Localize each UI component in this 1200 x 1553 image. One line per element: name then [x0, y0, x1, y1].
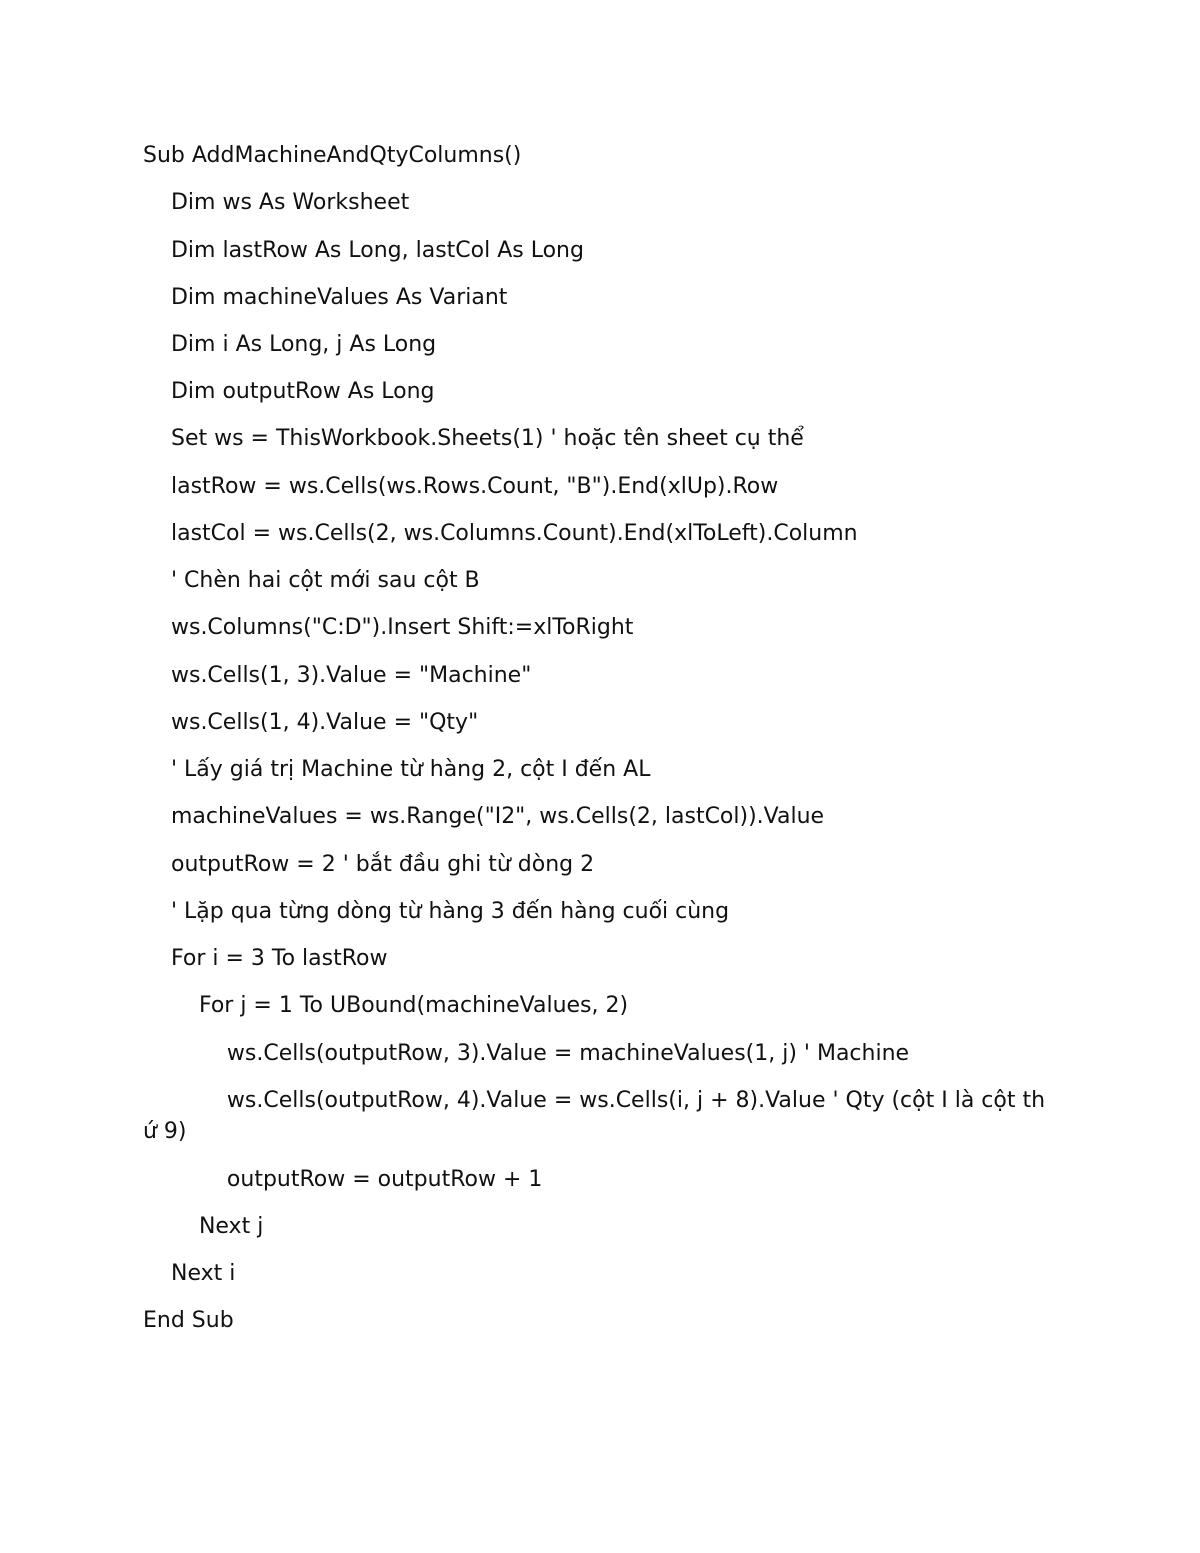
code-line-comment-loop: ' Lặp qua từng dòng từ hàng 3 đến hàng cuối cùng	[143, 899, 730, 924]
code-line-assign-qty: ws.Cells(outputRow, 4).Value = ws.Cells(i, j + 8).Value ' Qty (cột I là cột thứ 9)	[143, 1088, 1046, 1144]
code-line-dim-ws: Dim ws As Worksheet	[143, 190, 410, 215]
code-line-lastcol: lastCol = ws.Cells(2, ws.Columns.Count).End(xlToLeft).Column	[143, 521, 858, 546]
code-line-insert-columns: ws.Columns("C:D").Insert Shift:=xlToRight	[143, 615, 634, 640]
code-line-sub-declaration: Sub AddMachineAndQtyColumns()	[143, 143, 522, 168]
code-line-comment-machine: ' Lấy giá trị Machine từ hàng 2, cột I đến AL	[143, 757, 651, 782]
code-line-machinevalues: machineValues = ws.Range("I2", ws.Cells(2, lastCol)).Value	[143, 804, 825, 829]
code-line-header-qty: ws.Cells(1, 4).Value = "Qty"	[143, 710, 479, 735]
code-line-dim-i-j: Dim i As Long, j As Long	[143, 332, 437, 357]
code-line-lastrow: lastRow = ws.Cells(ws.Rows.Count, "B").End(xlUp).Row	[143, 474, 779, 499]
code-line-next-j: Next j	[143, 1214, 264, 1239]
code-line-increment: outputRow = outputRow + 1	[143, 1167, 543, 1192]
code-line-set-ws: Set ws = ThisWorkbook.Sheets(1) ' hoặc tên sheet cụ thể	[143, 426, 804, 451]
code-line-dim-lastrow: Dim lastRow As Long, lastCol As Long	[143, 238, 584, 263]
code-line-for-j: For j = 1 To UBound(machineValues, 2)	[143, 993, 629, 1018]
code-line-dim-outputrow: Dim outputRow As Long	[143, 379, 435, 404]
code-line-header-machine: ws.Cells(1, 3).Value = "Machine"	[143, 663, 532, 688]
code-line-assign-machine: ws.Cells(outputRow, 3).Value = machineValues(1, j) ' Machine	[143, 1041, 910, 1066]
code-line-comment-insert: ' Chèn hai cột mới sau cột B	[143, 568, 480, 593]
code-line-dim-machinevalues: Dim machineValues As Variant	[143, 285, 508, 310]
code-line-next-i: Next i	[143, 1261, 236, 1286]
code-line-outputrow-init: outputRow = 2 ' bắt đầu ghi từ dòng 2	[143, 852, 595, 877]
code-line-end-sub: End Sub	[143, 1308, 234, 1333]
code-line-for-i: For i = 3 To lastRow	[143, 946, 388, 971]
